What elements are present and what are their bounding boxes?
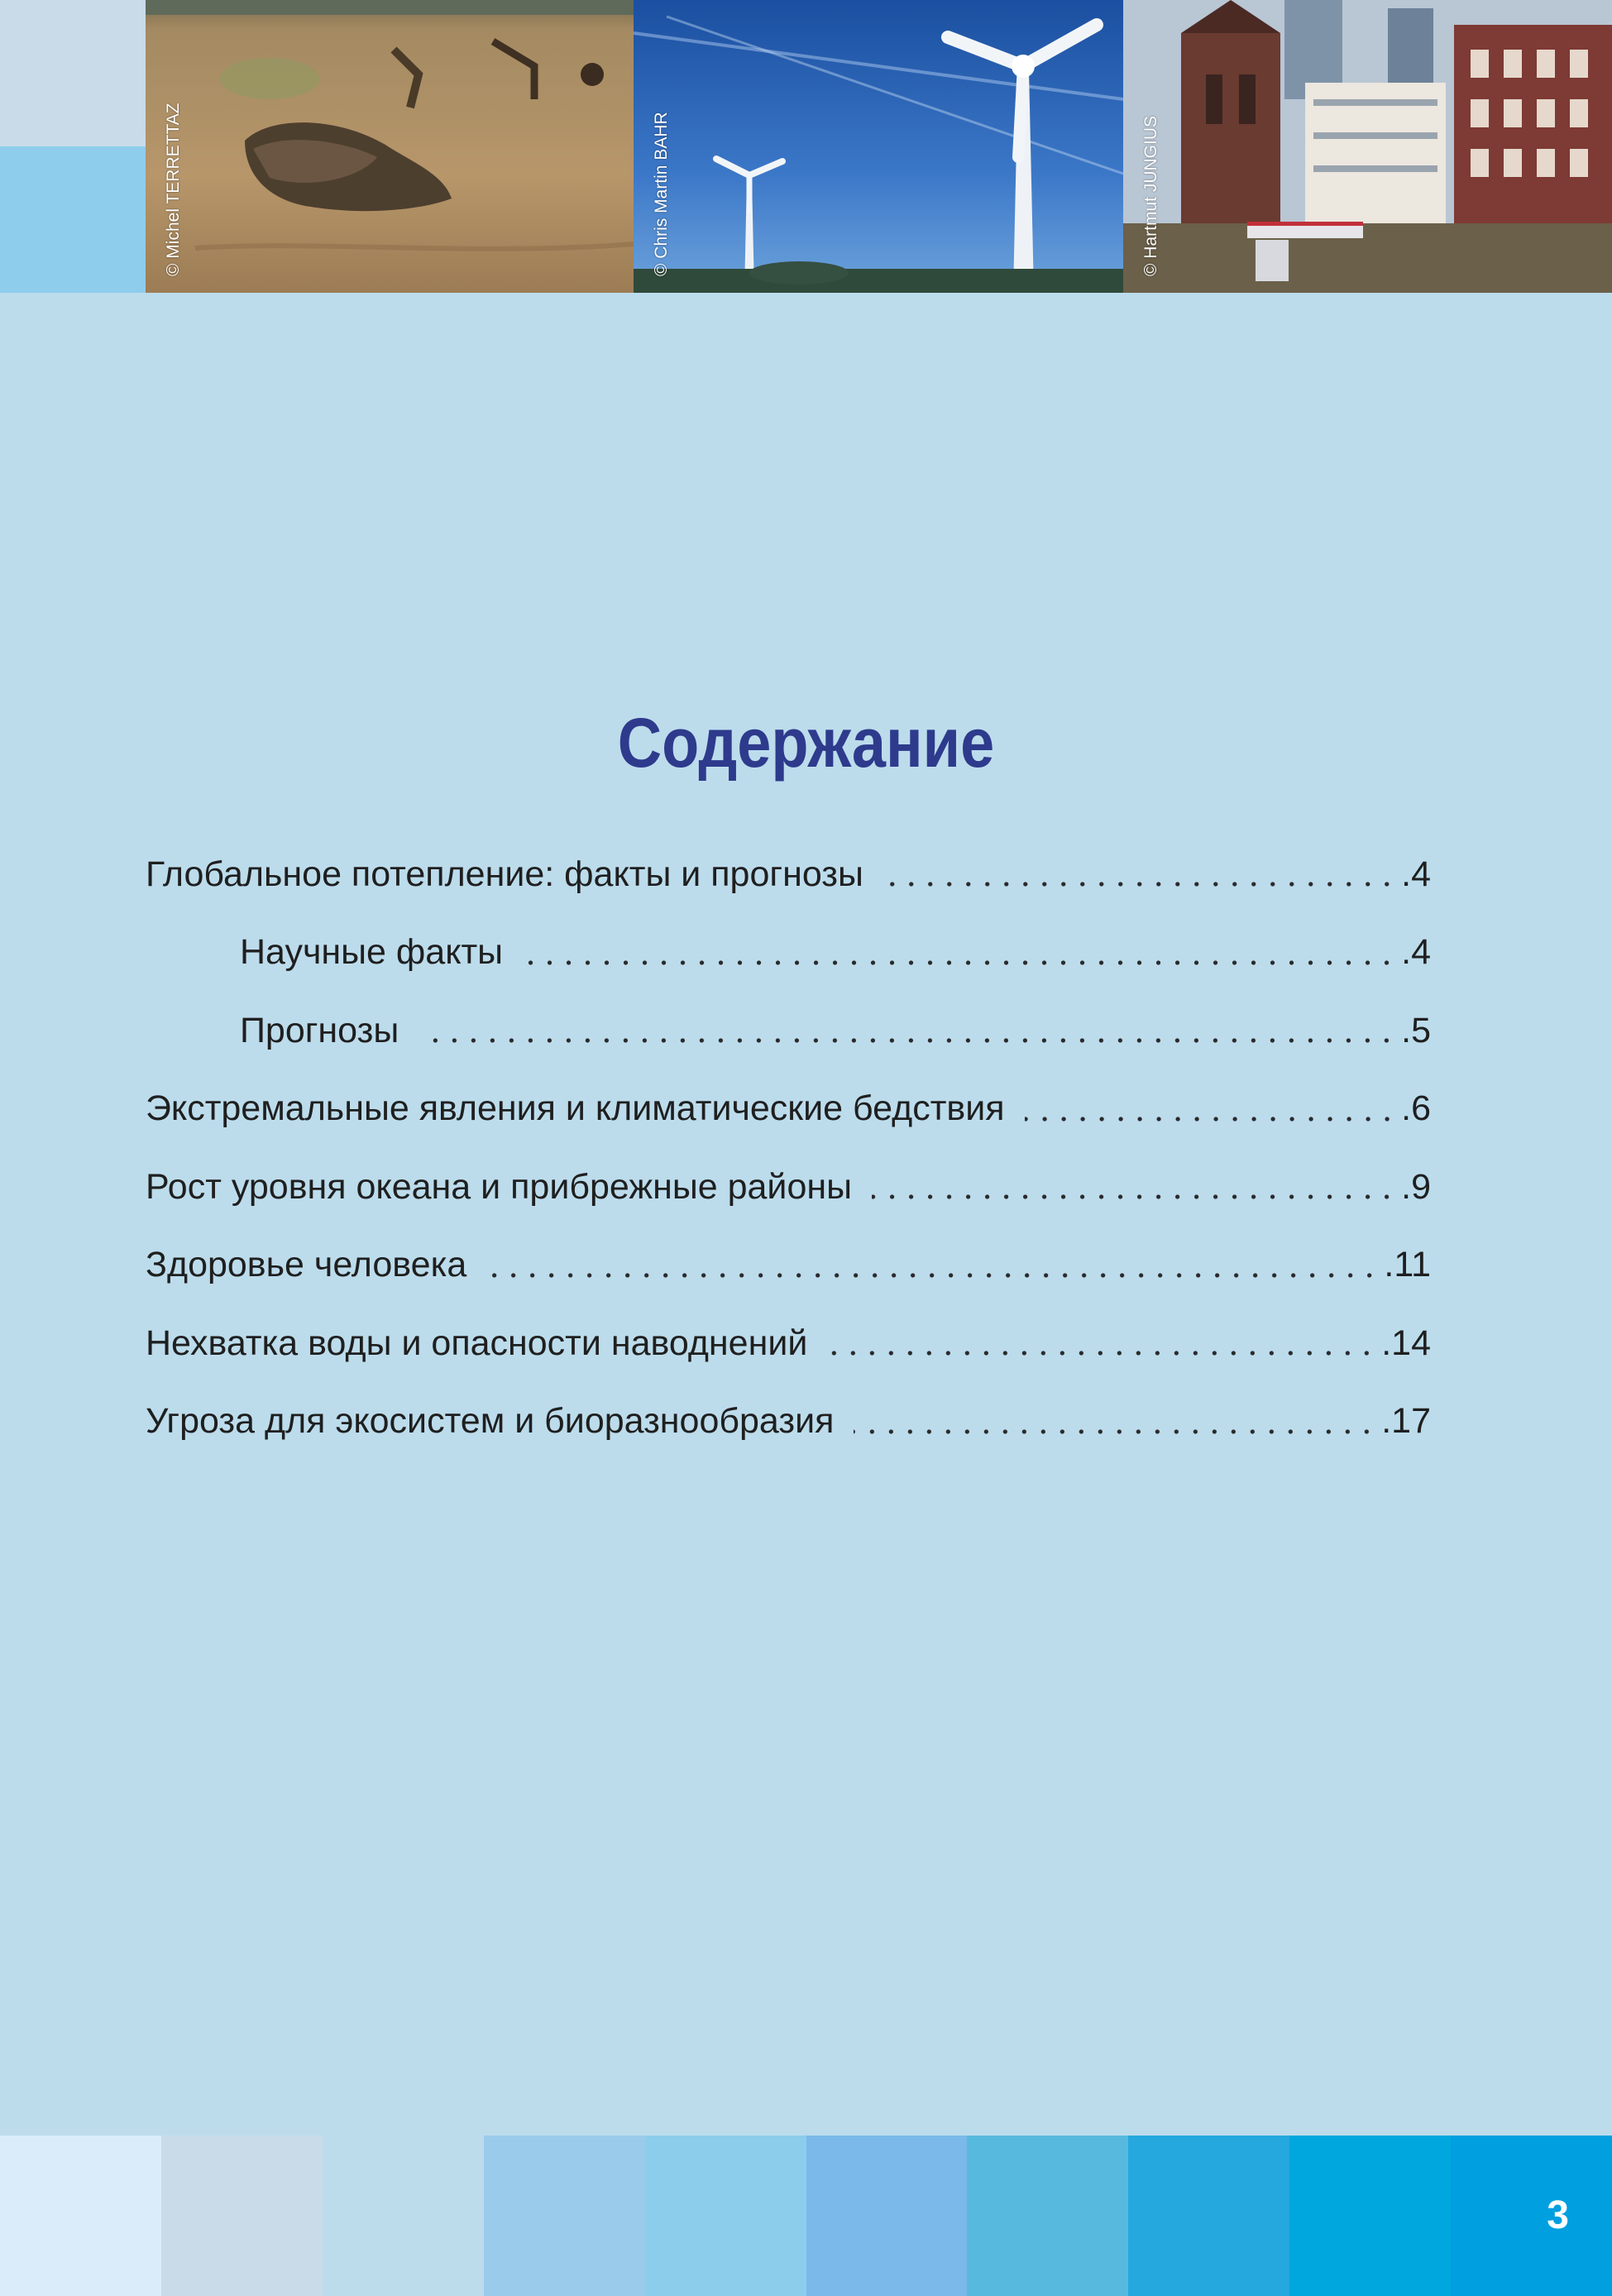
toc-leader-dots: [872, 1193, 1396, 1200]
page-number: 3: [1547, 2193, 1569, 2237]
toc-leader-dots: [854, 1428, 1376, 1435]
toc-entry-label: Научные факты: [240, 932, 504, 973]
toc-subentry[interactable]: [146, 914, 1431, 993]
toc-entry-label: Здоровье человека: [146, 1245, 467, 1285]
toc-entry-page: .9: [1401, 1166, 1431, 1207]
footer-swatch: [0, 2136, 161, 2296]
toc-entry[interactable]: [146, 835, 1431, 914]
toc-entry-label: Прогнозы: [240, 1010, 399, 1050]
toc-entry-page: .14: [1381, 1323, 1431, 1363]
footer-swatch: [645, 2136, 806, 2296]
photo-credit: © Hartmut JUNGIUS: [1141, 116, 1160, 276]
toc-entry-page: .6: [1401, 1088, 1431, 1129]
footer-swatch: [1128, 2136, 1289, 2296]
toc-entry-label: Угроза для экосистем и биоразнообразия: [146, 1401, 835, 1442]
footer-swatch: [484, 2136, 645, 2296]
toc-entry[interactable]: [146, 1304, 1431, 1383]
photo-wind-turbines: [634, 0, 1123, 293]
footer-swatch: [161, 2136, 323, 2296]
toc-entry-page: .5: [1401, 1010, 1431, 1050]
toc-entry-label: Глобальное потепление: факты и прогнозы: [146, 854, 863, 894]
footer-color-strip: [0, 2136, 1612, 2296]
toc-subentry[interactable]: [146, 992, 1431, 1070]
toc-leader-dots: [486, 1272, 1379, 1279]
footer-swatch: [967, 2136, 1128, 2296]
footer-swatch: [1451, 2136, 1612, 2296]
footer-swatch: [1289, 2136, 1451, 2296]
toc-entry-page: .4: [1401, 932, 1431, 973]
toc-leader-dots: [883, 881, 1396, 887]
footer-swatch: [323, 2136, 484, 2296]
toc-entry-page: .4: [1401, 854, 1431, 894]
toc-entry-label: Экстремальные явления и климатические бедствия: [146, 1088, 1005, 1129]
toc-entry[interactable]: [146, 1383, 1431, 1461]
corner-block-top: [0, 0, 146, 146]
toc-leader-dots: [827, 1350, 1376, 1356]
toc-entry[interactable]: [146, 1070, 1431, 1149]
toc-leader-dots: [1025, 1116, 1397, 1122]
toc-leader-dots: [419, 1037, 1396, 1044]
photo-credit: © Michel TERRETTAZ: [164, 103, 183, 276]
photo-drought: [146, 0, 634, 293]
toc-entry[interactable]: [146, 1148, 1431, 1227]
toc-entry-label: Нехватка воды и опасности наводнений: [146, 1323, 808, 1363]
toc-entry[interactable]: [146, 1227, 1431, 1305]
photo-flooded-city: [1123, 0, 1612, 293]
table-of-contents: [146, 835, 1431, 1461]
page-title: Содержание: [617, 704, 995, 782]
toc-entry-label: Рост уровня океана и прибрежные районы: [146, 1166, 853, 1207]
footer-swatch: [806, 2136, 968, 2296]
photo-credit: © Chris Martin BAHR: [652, 112, 671, 276]
corner-block-mid: [0, 146, 146, 293]
toc-entry-page: .11: [1384, 1245, 1431, 1285]
toc-entry-page: .17: [1381, 1401, 1431, 1442]
toc-leader-dots: [523, 959, 1396, 966]
